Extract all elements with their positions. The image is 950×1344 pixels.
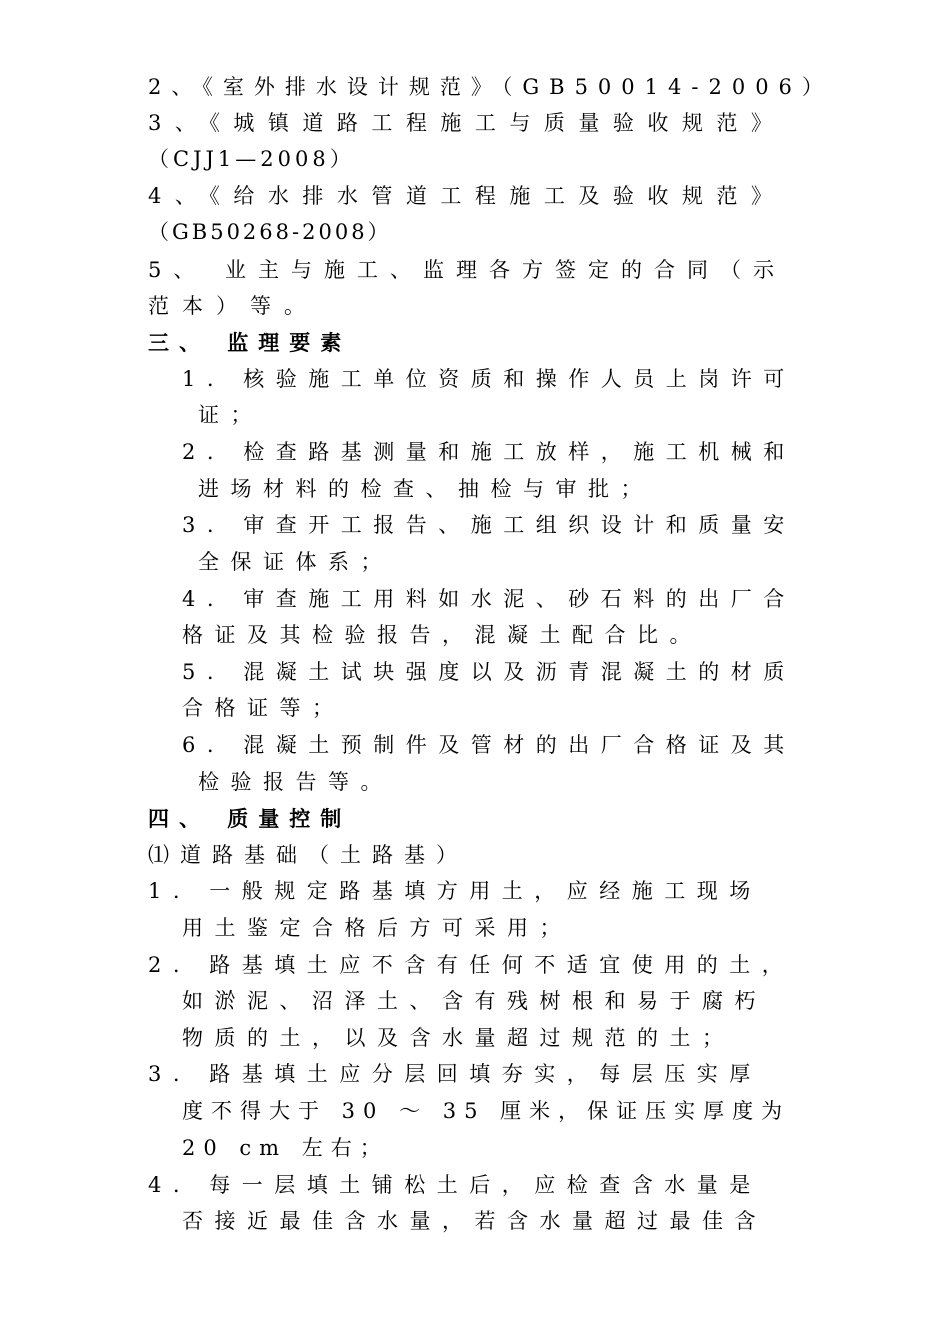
reference-item-2: 2、《室外排水设计规范》（GB50014-2006）: [148, 75, 833, 99]
reference-item-4: 4、《给水排水管道工程施工及验收规范》: [148, 184, 786, 208]
reference-item-5-cont: 范本）等。: [148, 294, 318, 318]
reference-item-3-code: （CJJ1—2008）: [148, 147, 355, 171]
subsection-road-foundation: ⑴道路基础（土路基）: [148, 843, 468, 867]
element-item-2-cont: 进场材料的检查、抽检与审批；: [198, 477, 653, 501]
element-item-3: 3. 审查开工报告、施工组织设计和质量安: [182, 513, 796, 537]
quality-item-2-cont-b: 物质的土，以及含水量超过规范的土；: [182, 1026, 735, 1050]
element-item-2: 2. 检查路基测量和施工放样，施工机械和: [182, 440, 796, 464]
quality-item-4-cont: 否接近最佳含水量，若含水量超过最佳含: [182, 1209, 767, 1233]
reference-item-3: 3、《城镇道路工程施工与质量验收规范》: [148, 111, 786, 135]
quality-item-2-cont-a: 如淤泥、沼泽土、含有残树根和易于腐朽: [182, 989, 767, 1013]
quality-item-2: 2. 路基填土应不含有任何不适宜使用的土，: [148, 953, 795, 977]
reference-item-4-code: （GB50268-2008）: [148, 220, 392, 244]
element-item-3-cont: 全保证体系；: [198, 550, 393, 574]
element-item-5: 5. 混凝土试块强度以及沥青混凝土的材质: [182, 660, 796, 684]
quality-item-1-cont: 用土鉴定合格后方可采用；: [182, 916, 572, 940]
element-item-1-cont: 证；: [198, 403, 263, 427]
element-item-6-cont: 检验报告等。: [198, 770, 393, 794]
element-item-5-cont: 合格证等；: [182, 696, 345, 720]
quality-item-3: 3. 路基填土应分层回填夯实，每层压实厚: [148, 1062, 762, 1086]
quality-item-3-cont-a: 度不得大于 30 ～ 35 厘米，保证压实厚度为: [182, 1099, 791, 1123]
element-item-1: 1. 核验施工单位资质和操作人员上岗许可: [182, 367, 796, 391]
section-heading-supervision-elements: 三、 监理要素: [148, 330, 352, 355]
element-item-6: 6. 混凝土预制件及管材的出厂合格证及其: [182, 733, 796, 757]
quality-item-3-cont-b: 20 cm 左右；: [182, 1136, 389, 1160]
reference-item-5: 5、 业主与施工、监理各方签定的合同（示: [148, 258, 787, 282]
quality-item-1: 1. 一般规定路基填方用土，应经施工现场: [148, 879, 762, 903]
element-item-4-cont: 格证及其检验报告，混凝土配合比。: [182, 623, 702, 647]
element-item-4: 4. 审查施工用料如水泥、砂石料的出厂合: [182, 587, 796, 611]
quality-item-4: 4. 每一层填土铺松土后，应检查含水量是: [148, 1173, 762, 1197]
section-heading-quality-control: 四、 质量控制: [148, 806, 352, 831]
